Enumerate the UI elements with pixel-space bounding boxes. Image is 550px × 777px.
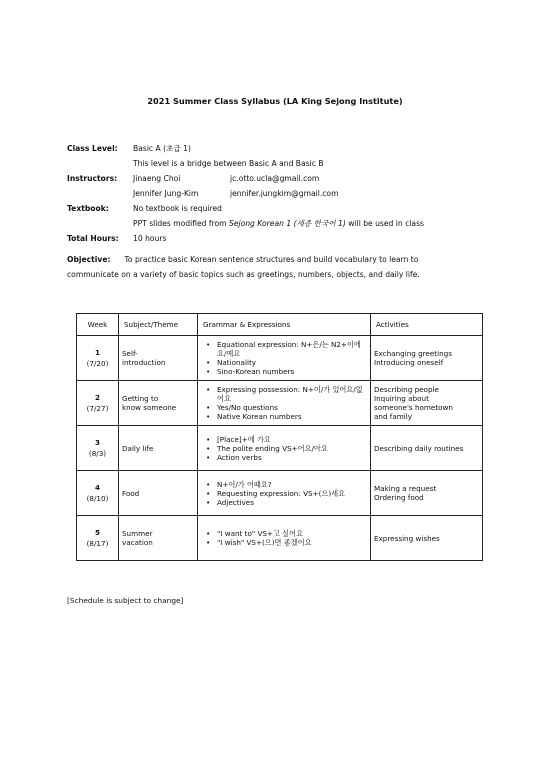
subject-line: Food — [122, 488, 140, 498]
grammar-item: • Equational expression: N+은/는 N2+이에요/예요 — [217, 340, 367, 358]
header-activities: Activities — [371, 314, 483, 336]
subject-line: Self- — [122, 349, 138, 358]
class-level-value: Basic A (초급 1) — [133, 144, 191, 153]
week-cell — [77, 471, 119, 516]
week-number: 1 — [94, 348, 100, 357]
document-title: 2021 Summer Class Syllabus (LA King Sejong Institute) — [147, 96, 403, 106]
instructor-row-1 — [67, 171, 487, 186]
grammar-item: • "I want to" VS+고 싶어요 — [217, 529, 367, 538]
subject-cell — [119, 426, 198, 471]
week-date: (8/10) — [86, 494, 109, 503]
subject-line: Summer — [122, 529, 153, 538]
activities-cell — [371, 516, 483, 561]
week-number: 3 — [94, 438, 100, 447]
instructor-2-name: Jennifer Jung-Kim — [133, 189, 199, 198]
hours-row — [67, 231, 487, 246]
textbook-title: Sejong Korean 1 (세종 한국어 1) — [229, 219, 346, 228]
instructor-row-2 — [67, 186, 487, 201]
textbook-row — [67, 201, 487, 216]
grammar-item: • N+이/가 어때요? — [217, 480, 367, 489]
grammar-cell — [198, 426, 371, 471]
textbook-note-suffix: will be used in class — [345, 219, 424, 228]
activity-line: Exchanging greetings — [374, 349, 452, 358]
schedule-table — [76, 313, 483, 561]
objective — [67, 252, 487, 282]
subject-line: introduction — [122, 358, 166, 367]
activity-line: Making a request — [374, 484, 437, 493]
schedule-note: [Schedule is subject to change] — [67, 596, 184, 605]
class-level-label: Class Level: — [67, 144, 118, 153]
grammar-cell — [198, 471, 371, 516]
subject-cell — [119, 336, 198, 381]
grammar-item: • Sino-Korean numbers — [217, 367, 367, 376]
activity-line: Inquiring about — [374, 394, 429, 403]
subject-line: vacation — [122, 538, 153, 547]
textbook-note-prefix: PPT slides modified from — [133, 219, 229, 228]
grammar-list — [201, 435, 367, 462]
grammar-list — [201, 340, 367, 376]
activities-cell — [371, 381, 483, 426]
grammar-cell — [198, 336, 371, 381]
grammar-item: • Nationality — [217, 358, 367, 367]
subject-cell — [119, 516, 198, 561]
week-number: 4 — [94, 483, 100, 492]
grammar-item: • Yes/No questions — [217, 403, 367, 412]
header-subject: Subject/Theme — [119, 314, 198, 336]
grammar-item: • Adjectives — [217, 498, 367, 507]
schedule-row — [77, 426, 483, 471]
instructors-label: Instructors: — [67, 174, 118, 183]
activity-line: Expressing wishes — [374, 533, 440, 543]
week-date: (7/20) — [86, 359, 109, 368]
grammar-item: • Expressing possession: N+이/가 있어요/없어요 — [217, 385, 367, 403]
header-week: Week — [77, 314, 119, 336]
textbook-value: No textbook is required — [133, 204, 222, 213]
activities-cell — [371, 471, 483, 516]
class-level-note: This level is a bridge between Basic A and Basic B — [133, 159, 324, 168]
activities-cell — [371, 426, 483, 471]
activities-cell — [371, 336, 483, 381]
hours-value: 10 hours — [133, 234, 167, 243]
week-date: (8/3) — [88, 449, 107, 458]
week-date: (7/27) — [86, 404, 109, 413]
activity-line: Describing people — [374, 385, 439, 394]
schedule-header-row — [77, 314, 483, 336]
grammar-item: • Action verbs — [217, 453, 367, 462]
subject-line: know someone — [122, 403, 177, 412]
textbook-note — [133, 216, 424, 231]
class-level-note-row — [67, 156, 487, 171]
activity-line: someone's hometown — [374, 403, 453, 412]
subject-cell — [119, 471, 198, 516]
subject-cell — [119, 381, 198, 426]
subject-line: Getting to — [122, 394, 159, 403]
objective-line-1: To practice basic Korean sentence structures and build vocabulary to learn to — [124, 255, 419, 264]
schedule-row — [77, 471, 483, 516]
schedule-row — [77, 336, 483, 381]
activity-line: and family — [374, 412, 412, 421]
objective-label: Objective: — [67, 255, 111, 264]
week-cell — [77, 426, 119, 471]
week-cell — [77, 516, 119, 561]
schedule-row — [77, 381, 483, 426]
header-grammar: Grammar & Expressions — [198, 314, 371, 336]
week-date: (8/17) — [86, 539, 109, 548]
grammar-cell — [198, 381, 371, 426]
class-level-row — [67, 141, 487, 156]
grammar-item: • Requesting expression: VS+(으)세요 — [217, 489, 367, 498]
week-cell — [77, 381, 119, 426]
subject-line: Daily life — [122, 443, 154, 453]
schedule-row — [77, 516, 483, 561]
grammar-item: • The polite ending VS+어요/아요 — [217, 444, 367, 453]
textbook-note-row — [67, 216, 487, 231]
activity-line: Describing daily routines — [374, 443, 464, 453]
grammar-item: • Native Korean numbers — [217, 412, 367, 421]
textbook-label: Textbook: — [67, 204, 109, 213]
grammar-list — [201, 480, 367, 507]
hours-label: Total Hours: — [67, 234, 119, 243]
instructor-1-email[interactable]: jc.otto.ucla@gmail.com — [230, 174, 320, 183]
objective-line-2: communicate on a variety of basic topics such as greetings, numbers, objects, and daily life. — [67, 270, 420, 279]
activity-line: Introducing oneself — [374, 358, 444, 367]
week-number: 2 — [94, 393, 100, 402]
grammar-item: • [Place]+에 가요 — [217, 435, 367, 444]
grammar-cell — [198, 516, 371, 561]
instructor-2-email[interactable]: jennifer.jungkim@gmail.com — [230, 189, 339, 198]
grammar-list — [201, 529, 367, 547]
week-number: 5 — [94, 528, 100, 537]
course-info — [67, 141, 487, 246]
grammar-list — [201, 385, 367, 421]
activity-line: Ordering food — [374, 493, 424, 502]
instructor-1-name: Jinaeng Choi — [133, 174, 181, 183]
week-cell — [77, 336, 119, 381]
grammar-item: • "I wish" VS+(으)면 좋겠어요 — [217, 538, 367, 547]
